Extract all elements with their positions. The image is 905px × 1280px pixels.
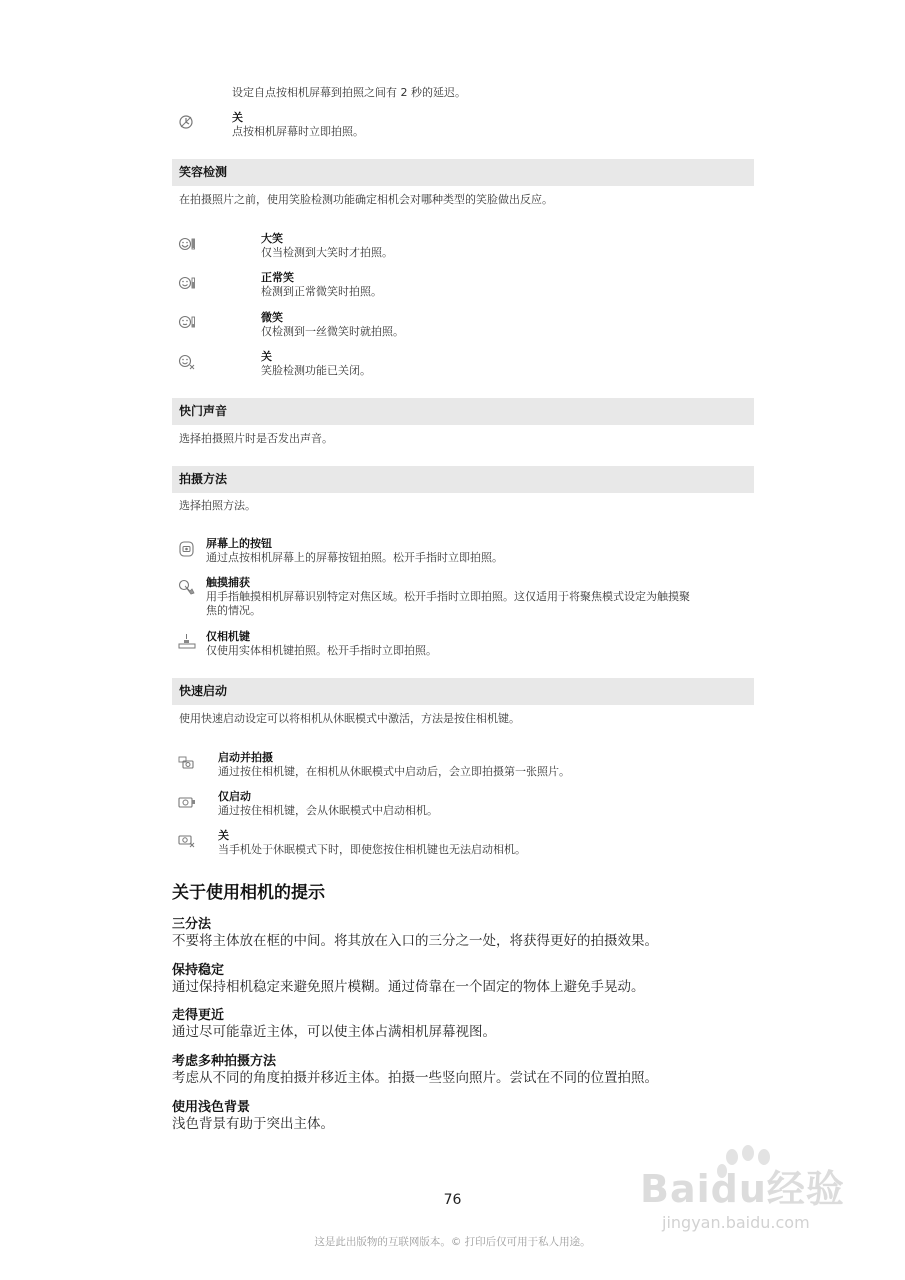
shutter-desc: 选择拍摄照片时是否发出声音。	[179, 432, 333, 445]
tip-text: 浅色背景有助于突出主体。	[172, 1116, 334, 1132]
method-item-title: 仅相机键	[206, 630, 250, 643]
watermark-logo: Baidu经验	[640, 1167, 845, 1211]
launch-capture-icon	[178, 755, 196, 771]
smile-desc: 在拍摄照片之前，使用笑脸检测功能确定相机会对哪种类型的笑脸做出反应。	[179, 193, 553, 206]
method-desc: 选择拍照方法。	[179, 499, 256, 512]
smile-item-desc: 仅当检测到大笑时才拍照。	[261, 246, 393, 259]
launch-only-icon	[178, 794, 196, 810]
quick-desc: 使用快速启动设定可以将相机从休眠模式中激活，方法是按住相机键。	[179, 712, 520, 725]
tip-title: 保持稳定	[172, 963, 225, 978]
watermark-url: jingyan.baidu.com	[662, 1213, 810, 1232]
method-item-title: 触摸捕获	[206, 576, 250, 589]
tip-title: 三分法	[172, 917, 212, 932]
section-header-shutter: 快门声音	[172, 398, 754, 425]
section-header-method: 拍摄方法	[172, 466, 754, 493]
tips-heading: 关于使用相机的提示	[172, 883, 325, 903]
tip-text: 不要将主体放在框的中间。将其放在入口的三分之一处，将获得更好的拍摄效果。	[172, 933, 658, 949]
normal-smile-icon	[178, 275, 196, 291]
smile-off-icon	[178, 354, 196, 370]
touch-capture-icon	[178, 579, 196, 595]
method-item-desc: 通过点按相机屏幕上的屏幕按钮拍照。松开手指时立即拍照。	[206, 551, 503, 564]
tip-text: 通过尽可能靠近主体，可以使主体占满相机屏幕视图。	[172, 1024, 496, 1040]
smile-item-title: 大笑	[261, 232, 283, 245]
smile-item-title: 微笑	[261, 311, 283, 324]
quick-item-desc: 通过按住相机键，会从休眠模式中启动相机。	[218, 804, 438, 817]
big-smile-icon	[178, 236, 196, 252]
smile-item-desc: 检测到正常微笑时拍照。	[261, 285, 382, 298]
method-item-title: 屏幕上的按钮	[206, 537, 272, 550]
section-header-quick: 快速启动	[172, 678, 754, 705]
camera-key-icon	[178, 633, 196, 649]
method-item-desc: 仅使用实体相机键拍照。松开手指时立即拍照。	[206, 644, 437, 657]
tip-title: 走得更近	[172, 1008, 225, 1023]
section-header-smile: 笑容检测	[172, 159, 754, 186]
smile-item-title: 正常笑	[261, 271, 294, 284]
page-number: 76	[443, 1192, 462, 1208]
footer-note: 这是此出版物的互联网版本。© 打印后仅可用于私人用途。	[314, 1236, 591, 1248]
smile-item-desc: 笑脸检测功能已关闭。	[261, 364, 371, 377]
onscreen-button-icon	[178, 541, 196, 557]
tip-title: 考虑多种拍摄方法	[172, 1054, 277, 1069]
delay-text: 设定自点按相机屏幕到拍照之间有 2 秒的延迟。	[232, 86, 466, 99]
method-item-desc-cont: 焦的情况。	[206, 604, 261, 617]
self-timer-off-icon	[178, 114, 196, 130]
quick-item-title: 关	[218, 829, 229, 842]
smile-item-title: 关	[261, 350, 272, 363]
smile-item-desc: 仅检测到一丝微笑时就拍照。	[261, 325, 404, 338]
quick-item-desc: 当手机处于休眠模式下时，即使您按住相机键也无法启动相机。	[218, 843, 526, 856]
baidu-watermark	[640, 1145, 875, 1235]
timer-off-title: 关	[232, 111, 243, 124]
quick-off-icon	[178, 833, 196, 849]
quick-item-desc: 通过按住相机键，在相机从休眠模式中启动后，会立即拍摄第一张照片。	[218, 765, 570, 778]
tip-title: 使用浅色背景	[172, 1100, 251, 1115]
method-item-desc: 用手指触摸相机屏幕识别特定对焦区域。松开手指时立即拍照。这仅适用于将聚焦模式设定为触摸聚	[206, 590, 690, 603]
quick-item-title: 启动并拍摄	[218, 751, 273, 764]
quick-item-title: 仅启动	[218, 790, 251, 803]
tip-text: 通过保持相机稳定来避免照片模糊。通过倚靠在一个固定的物体上避免手晃动。	[172, 979, 645, 995]
timer-off-desc: 点按相机屏幕时立即拍照。	[232, 125, 364, 138]
tip-text: 考虑从不同的角度拍摄并移近主体。拍摄一些竖向照片。尝试在不同的位置拍照。	[172, 1070, 658, 1086]
slight-smile-icon	[178, 314, 196, 330]
